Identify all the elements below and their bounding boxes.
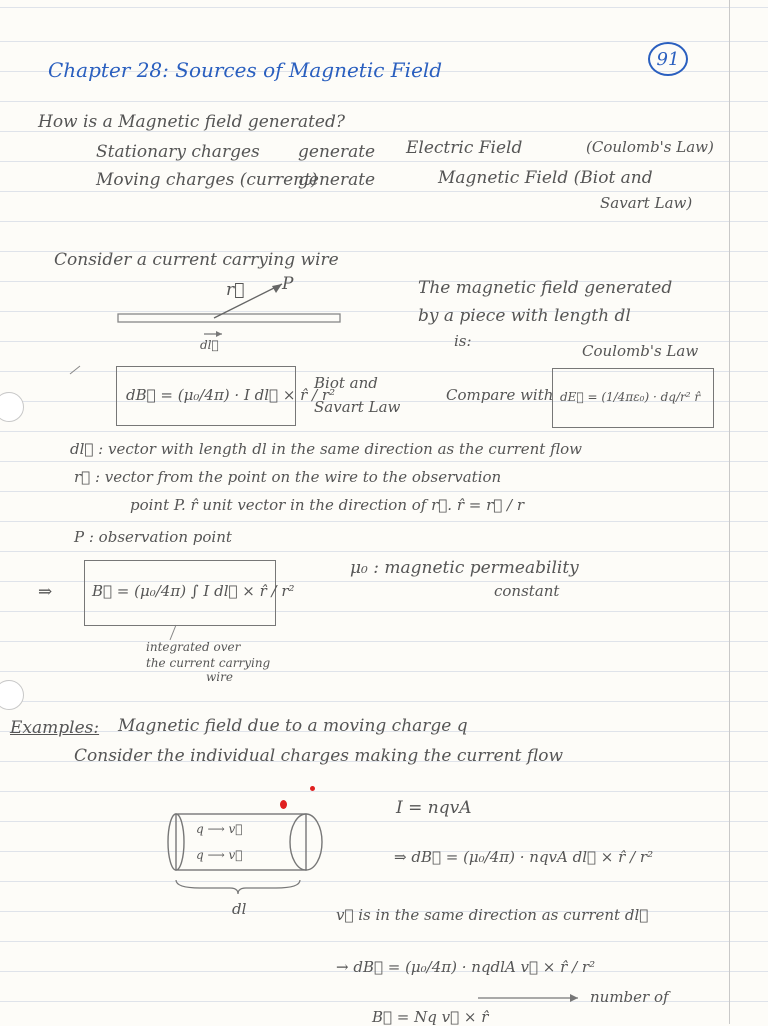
examples-consider: Consider the individual charges making the current flow [74, 746, 563, 766]
integral-note-1: integrated over [146, 640, 241, 654]
r-definition-2: point P. r̂ unit vector in the direction of r⃗. r̂ = r⃗ / r [130, 496, 525, 514]
p-definition: P : observation point [74, 528, 232, 546]
electric-field-label: Electric Field [406, 138, 523, 158]
wire-heading: Consider a current carrying wire [54, 250, 339, 270]
point-p-label: P [282, 274, 294, 294]
last-line: B⃗ = Nq v⃗ × r̂ [372, 1008, 489, 1026]
mu-constant: constant [494, 582, 560, 600]
examples-title: Magnetic field due to a moving charge q [118, 716, 468, 736]
segment-dl-label: dl [232, 900, 247, 918]
magnetic-field-label: Magnetic Field (Biot and [438, 168, 653, 188]
red-mark-small [310, 786, 315, 791]
coulombs-law-label: (Coulomb's Law) [586, 138, 714, 156]
db-equation: ⇒ dB⃗ = (μ₀/4π) · nqvA dl⃗ × r̂ / r² [394, 848, 654, 866]
db-equation-2: → dB⃗ = (μ₀/4π) · nqdlA v⃗ × r̂ / r² [336, 958, 596, 976]
moving-charges: Moving charges (current) [96, 170, 318, 190]
integral-note-2: the current carrying [146, 656, 271, 670]
integral-note-3: wire [206, 670, 233, 684]
chapter-title: Chapter 28: Sources of Magnetic Field [48, 58, 443, 82]
r-vector-label: r⃗ [226, 280, 245, 300]
biot-label-1: Biot and [314, 374, 378, 392]
desc-line-3: is: [454, 332, 472, 350]
implies-arrow: ⇒ [38, 582, 53, 602]
charge-bottom: q ⟶ v⃗ [196, 848, 243, 862]
desc-line-2: by a piece with length dl [418, 306, 631, 326]
mu-definition: μ₀ : magnetic permeability [350, 558, 579, 578]
stationary-charges: Stationary charges [96, 142, 260, 162]
savart-law-label: Savart Law) [600, 194, 693, 212]
compare-with-label: Compare with [446, 386, 554, 404]
velocity-note: v⃗ is in the same direction as current dl⃗ [336, 906, 649, 924]
dl-definition: dl⃗ : vector with length dl in the same direction as the current flow [70, 440, 582, 458]
generate-word-2: generate [298, 170, 376, 190]
biot-label-2: Savart Law [314, 398, 401, 416]
desc-line-1: The magnetic field generated [418, 278, 673, 298]
biot-savart-formula: dB⃗ = (μ₀/4π) · I dl⃗ × r̂ / r² [126, 386, 336, 404]
current-equation: I = nqvA [396, 798, 472, 818]
coulomb-formula: dE⃗ = (1/4πε₀) · dq/r² r̂ [560, 390, 701, 404]
number-of-note: number of [590, 988, 669, 1006]
coulomb-law-tag: Coulomb's Law [582, 342, 699, 360]
dl-label: dl⃗ [200, 338, 219, 352]
examples-heading: Examples: [10, 718, 100, 738]
integral-formula: B⃗ = (μ₀/4π) ∫ I dl⃗ × r̂ / r² [92, 582, 295, 600]
r-definition-1: r⃗ : vector from the point on the wire to the observation [74, 468, 502, 486]
intro-question: How is a Magnetic field generated? [38, 112, 345, 132]
red-mark [280, 800, 287, 809]
charge-top: q ⟶ v⃗ [196, 822, 243, 836]
page-number: 91 [648, 42, 688, 76]
generate-word: generate [298, 142, 376, 162]
